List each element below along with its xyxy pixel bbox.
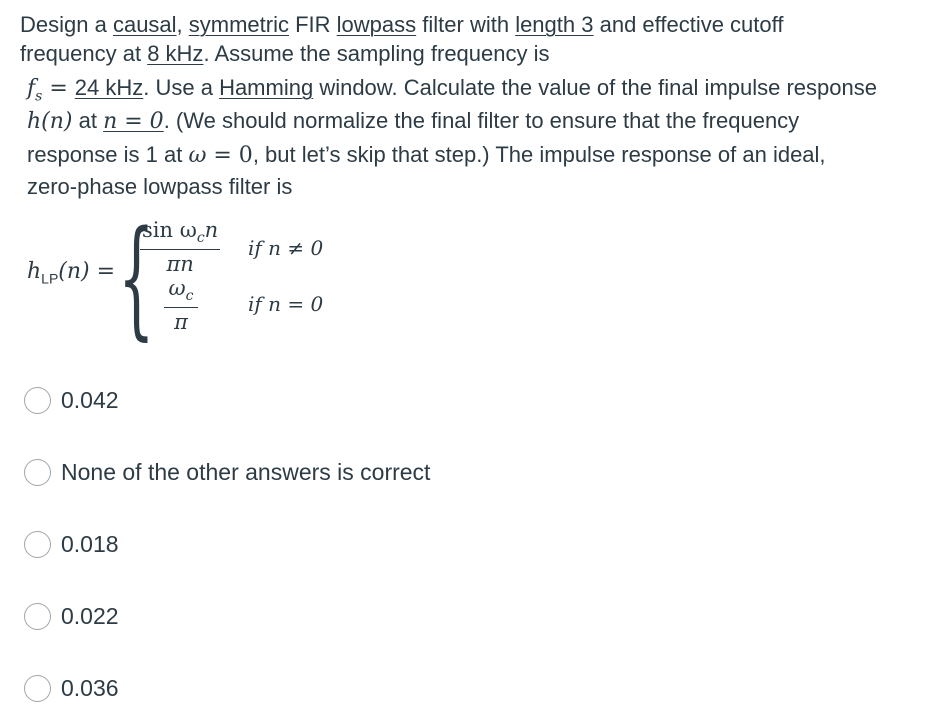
case2-fraction xyxy=(164,276,198,334)
text: FIR xyxy=(289,12,337,37)
math-eq: = 0 xyxy=(206,143,253,168)
text: at xyxy=(72,108,104,133)
underlined-term: 8 kHz xyxy=(147,41,204,66)
text: . Use a xyxy=(143,75,220,100)
answer-option[interactable] xyxy=(24,531,119,558)
underlined-term: symmetric xyxy=(188,12,289,37)
radio-button[interactable] xyxy=(24,387,51,414)
option-label: 0.018 xyxy=(61,531,119,557)
answer-option[interactable] xyxy=(24,459,430,486)
text: and effective cutoff xyxy=(593,12,784,37)
text: zero-phase lowpass filter is xyxy=(27,174,293,199)
condition-text: if n ≠ 0 xyxy=(248,236,324,260)
impulse-response-formula xyxy=(0,0,933,360)
answer-option[interactable] xyxy=(24,603,119,630)
text: response is 1 at xyxy=(27,142,189,167)
underlined-term: length 3 xyxy=(515,12,594,37)
option-label: 0.042 xyxy=(61,387,119,413)
math-fs: f xyxy=(27,76,36,101)
option-label: None of the other answers is correct xyxy=(61,459,431,485)
underlined-term: lowpass xyxy=(336,12,417,37)
case1-fraction xyxy=(140,218,220,276)
radio-button[interactable] xyxy=(24,459,51,486)
math-omega: ω xyxy=(168,276,186,300)
underlined-math: n = 0 xyxy=(103,109,164,134)
answer-option[interactable] xyxy=(24,387,119,414)
math-sub: c xyxy=(196,230,205,247)
radio-button[interactable] xyxy=(24,603,51,630)
text: window. Calculate the value of the final impulse response xyxy=(313,75,877,100)
option-label: 0.036 xyxy=(61,675,119,701)
case1-condition xyxy=(248,236,323,261)
text: , xyxy=(176,12,189,37)
math-rest: (n) = xyxy=(58,259,116,284)
math-n: n xyxy=(204,218,219,242)
case1-denominator: πn xyxy=(166,252,194,277)
case1-numerator xyxy=(140,218,220,249)
text: Design a xyxy=(20,12,113,37)
underlined-term: Hamming xyxy=(219,75,314,100)
math-omega: ω xyxy=(188,143,207,168)
math-sin: sin ω xyxy=(142,218,197,242)
case2-denominator: π xyxy=(174,310,188,335)
math-sub: s xyxy=(35,88,43,105)
text: . Assume the sampling frequency is xyxy=(203,41,550,66)
radio-button[interactable] xyxy=(24,531,51,558)
case2-numerator xyxy=(164,276,198,307)
condition-text: if n = 0 xyxy=(248,292,324,316)
math-h: h(n) xyxy=(27,109,73,134)
case2-condition xyxy=(248,292,323,317)
math-sub: c xyxy=(185,288,194,305)
radio-button[interactable] xyxy=(24,675,51,702)
left-brace: { xyxy=(118,204,155,353)
answer-option[interactable] xyxy=(24,675,119,702)
formula-lhs xyxy=(27,258,115,286)
text: . (We should normalize the final filter to ensure that the frequency xyxy=(163,108,800,133)
math-sub: LP xyxy=(41,270,59,287)
math-eq: = xyxy=(42,76,75,101)
underlined-term: causal xyxy=(112,12,177,37)
text: filter with xyxy=(416,12,516,37)
text: , but let’s skip that step.) The impulse response of an ideal, xyxy=(252,142,826,167)
math-h: h xyxy=(27,259,42,284)
text: frequency at xyxy=(20,41,148,66)
option-label: 0.022 xyxy=(61,603,119,629)
underlined-term: 24 kHz xyxy=(74,75,144,100)
